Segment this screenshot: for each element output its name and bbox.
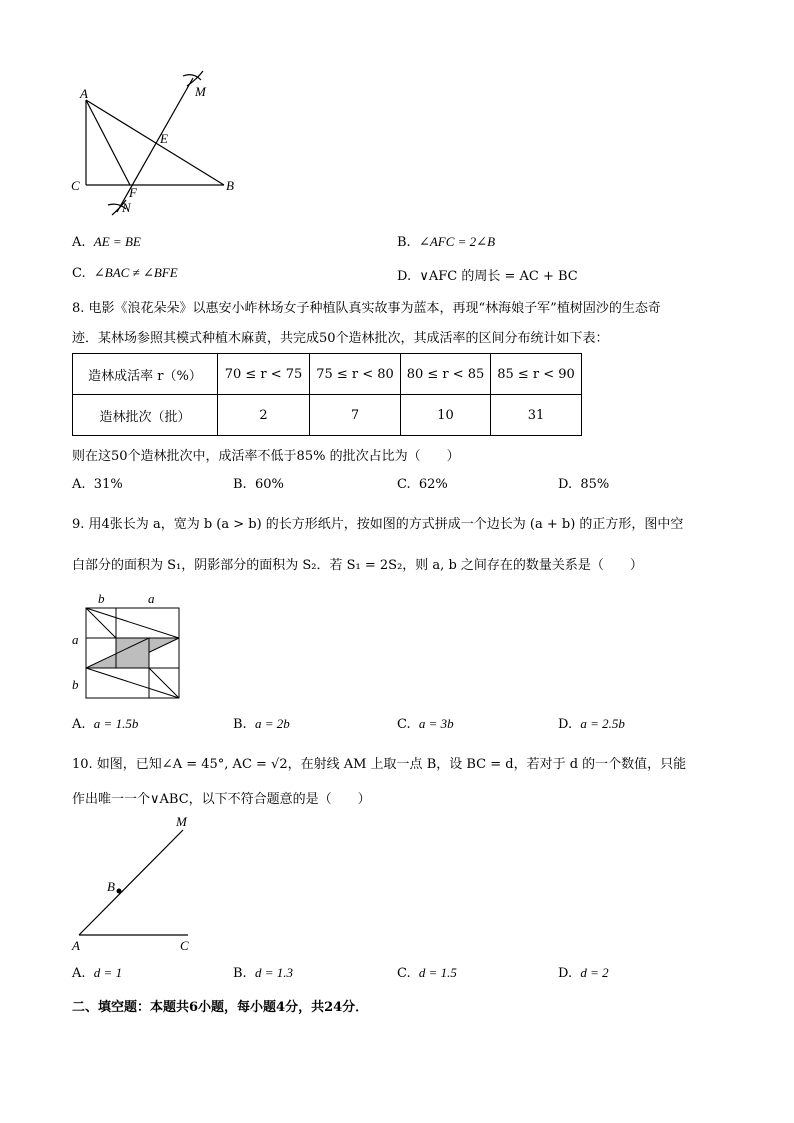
- q10-option-d[interactable]: D. d = 2: [558, 965, 609, 981]
- label-f: F: [129, 185, 137, 200]
- table-cell: 10: [401, 395, 491, 436]
- table-cell: 造林批次（批）: [73, 395, 218, 436]
- q9-option-d[interactable]: D. a = 2.5b: [558, 716, 625, 732]
- ray-am: [79, 830, 183, 935]
- label-a: A: [72, 938, 80, 953]
- q7-option-a[interactable]: A. AE = BE: [72, 234, 141, 250]
- label-a-left: a: [72, 632, 79, 647]
- q10-option-b[interactable]: B. d = 1.3: [233, 965, 293, 981]
- label-b: B: [107, 879, 115, 894]
- table-cell: 75 ≤ r < 80: [310, 354, 401, 395]
- q7-option-b[interactable]: B. ∠AFC = 2∠B: [397, 234, 496, 250]
- q7-option-d[interactable]: D. ∨AFC 的周长 = AC + BC: [397, 269, 578, 284]
- q9-option-c[interactable]: C. a = 3b: [397, 716, 454, 732]
- triangle-figure-q7: [60, 62, 260, 222]
- q10-option-a[interactable]: A. d = 1: [72, 965, 123, 981]
- q8-option-b[interactable]: B. 60%: [233, 477, 284, 492]
- table-cell: 80 ≤ r < 85: [401, 354, 491, 395]
- point-b: [117, 889, 122, 894]
- label-b-left: b: [72, 677, 79, 692]
- label-m: M: [176, 814, 187, 829]
- label-m: M: [195, 84, 206, 99]
- label-c: C: [180, 938, 189, 953]
- survival-rate-table: [72, 353, 582, 436]
- square-figure-q9: [66, 588, 186, 703]
- angle-figure-q10: [66, 810, 216, 955]
- q8-text-line2: 迹．某林场参照其模式种植木麻黄，共完成50个造林批次，其成活率的区间分布统计如下表：: [72, 331, 609, 346]
- label-b: B: [226, 178, 234, 193]
- label-a-top: a: [148, 591, 155, 606]
- label-c: C: [71, 178, 80, 193]
- table-cell: 31: [491, 395, 582, 436]
- q10-option-c[interactable]: C. d = 1.5: [397, 965, 457, 981]
- table-cell: 造林成活率 r（%）: [73, 354, 218, 395]
- label-a: A: [80, 86, 88, 101]
- segment-ab: [86, 100, 224, 185]
- q8-option-d[interactable]: D. 85%: [558, 477, 610, 492]
- table-row: [73, 395, 582, 436]
- q9-option-b[interactable]: B. a = 2b: [233, 716, 290, 732]
- table-header-row: [73, 354, 582, 395]
- q8-option-c[interactable]: C. 62%: [397, 477, 448, 492]
- q10-text-line1: 10. 如图，已知∠A = 45°, AC = √2，在射线 AM 上取一点 B，设 BC = d，若对于 d 的一个数值，只能: [72, 757, 687, 772]
- q9-text-line1: 9. 用4张长为 a，宽为 b (a > b) 的长方形纸片，按如图的方式拼成一个边长为 (a + b) 的正方形，图中空: [72, 517, 684, 532]
- table-cell: 85 ≤ r < 90: [491, 354, 582, 395]
- segment-af: [86, 100, 130, 185]
- q8-text-line1: 8. 电影《浪花朵朵》以惠安小岞林场女子种植队真实故事为蓝本，再现“林海娘子军”植树固沙的生态奇: [72, 301, 661, 316]
- label-e: E: [160, 131, 168, 146]
- table-cell: 70 ≤ r < 75: [218, 354, 310, 395]
- q7-option-c[interactable]: C. ∠BAC ≠ ∠BFE: [72, 265, 178, 281]
- label-n: N: [122, 200, 131, 215]
- section-heading: 二、填空题：本题共6小题，每小题4分，共24分．: [72, 1000, 369, 1015]
- q10-text-line2: 作出唯一一个∨ABC，以下不符合题意的是（ ）: [72, 792, 371, 807]
- q9-text-line2: 白部分的面积为 S₁，阴影部分的面积为 S₂．若 S₁ = 2S₂，则 a, b 之间存在的数量关系是（ ）: [72, 558, 643, 573]
- table-cell: 2: [218, 395, 310, 436]
- label-b-top: b: [98, 591, 105, 606]
- q8-question: 则在这50个造林批次中，成活率不低于85% 的批次占比为（ ）: [72, 449, 460, 464]
- table-cell: 7: [310, 395, 401, 436]
- q8-option-a[interactable]: A. 31%: [72, 477, 123, 492]
- q9-option-a[interactable]: A. a = 1.5b: [72, 716, 139, 732]
